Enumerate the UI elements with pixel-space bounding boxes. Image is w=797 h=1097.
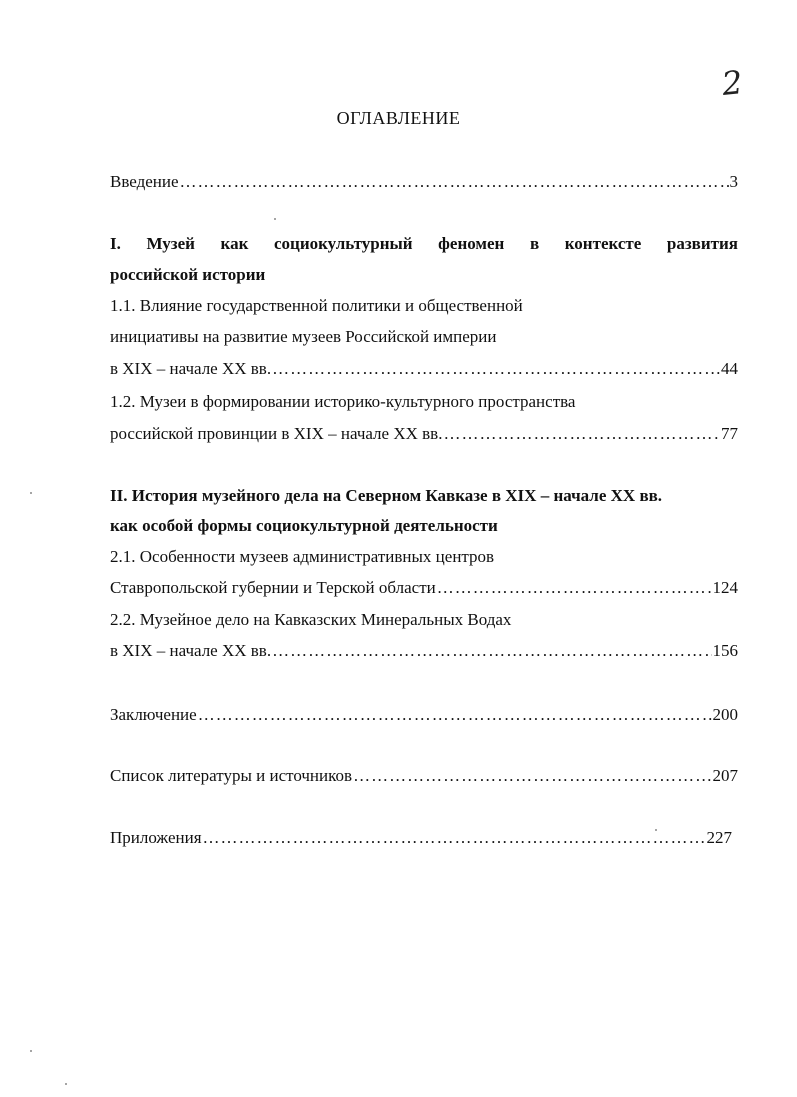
leader-dots (180, 171, 729, 193)
section-2-1-line2 (110, 577, 738, 599)
toc-entry-label: Заключение (110, 705, 197, 724)
chapter-1-heading[interactable]: I. Музей как социокультурный феномен в контексте развития (110, 234, 738, 253)
toc-entry-label: в XIX – начале XX вв. (110, 641, 272, 660)
leader-dots (272, 640, 711, 662)
section-1-2-line2 (110, 423, 738, 445)
section-2-1-line1[interactable]: 2.1. Особенности музеев административных центров (110, 547, 495, 566)
scan-speck (30, 492, 32, 494)
toc-page-number: 227 (706, 828, 732, 847)
toc-entry-intro[interactable] (110, 171, 738, 193)
toc-entry-label: российской провинции в XIX – начале XX вв. (110, 424, 443, 443)
leader-dots (437, 577, 712, 599)
toc-entry-label: Ставропольской губернии и Терской области (110, 578, 436, 597)
scan-speck (65, 1083, 67, 1085)
leader-dots (203, 827, 706, 849)
handwritten-page-number: 2 (720, 63, 745, 103)
scan-speck (274, 218, 276, 220)
section-1-1-line1[interactable]: 1.1. Влияние государственной политики и общественной (110, 296, 523, 315)
section-1-1-line2: инициативы на развитие музеев Российской империи (110, 327, 497, 346)
scan-speck (655, 829, 657, 831)
chapter-2-heading[interactable]: II. История музейного дела на Северном Кавказе в XIX – начале XX вв. (110, 486, 663, 505)
chapter-1-heading-cont: российской истории (110, 265, 266, 284)
leader-dots (198, 704, 712, 726)
toc-page-number: 200 (712, 705, 738, 724)
toc-page-number: 3 (729, 172, 738, 191)
toc-entry-label: Список литературы и источников (110, 766, 353, 785)
section-2-2-line1[interactable]: 2.2. Музейное дело на Кавказских Минеральных Водах (110, 610, 512, 629)
leader-dots (353, 765, 711, 787)
section-2-2-line2 (110, 640, 738, 662)
toc-entry-appendix[interactable] (110, 827, 732, 849)
toc-entry-label: Введение (110, 172, 179, 191)
toc-page-number: 207 (712, 766, 738, 785)
section-1-1-line3 (110, 358, 738, 380)
chapter-2-heading-cont: как особой формы социокультурной деятельности (110, 516, 498, 535)
page-title: ОГЛАВЛЕНИЕ (336, 108, 461, 128)
toc-page-number: 44 (721, 359, 738, 378)
section-1-2-line1[interactable]: 1.2. Музеи в формировании историко-культурного пространства (110, 392, 576, 411)
toc-page-number: 124 (712, 578, 738, 597)
toc-page-number: 77 (721, 424, 738, 443)
toc-page-number: 156 (712, 641, 738, 660)
scan-speck (30, 1050, 32, 1052)
leader-dots (443, 423, 720, 445)
leader-dots (272, 358, 720, 380)
toc-entry-conclusion[interactable] (110, 704, 738, 726)
toc-entry-label: в XIX – начале XX вв. (110, 359, 272, 378)
toc-entry-literature[interactable] (110, 765, 738, 787)
toc-entry-label: Приложения (110, 828, 202, 847)
